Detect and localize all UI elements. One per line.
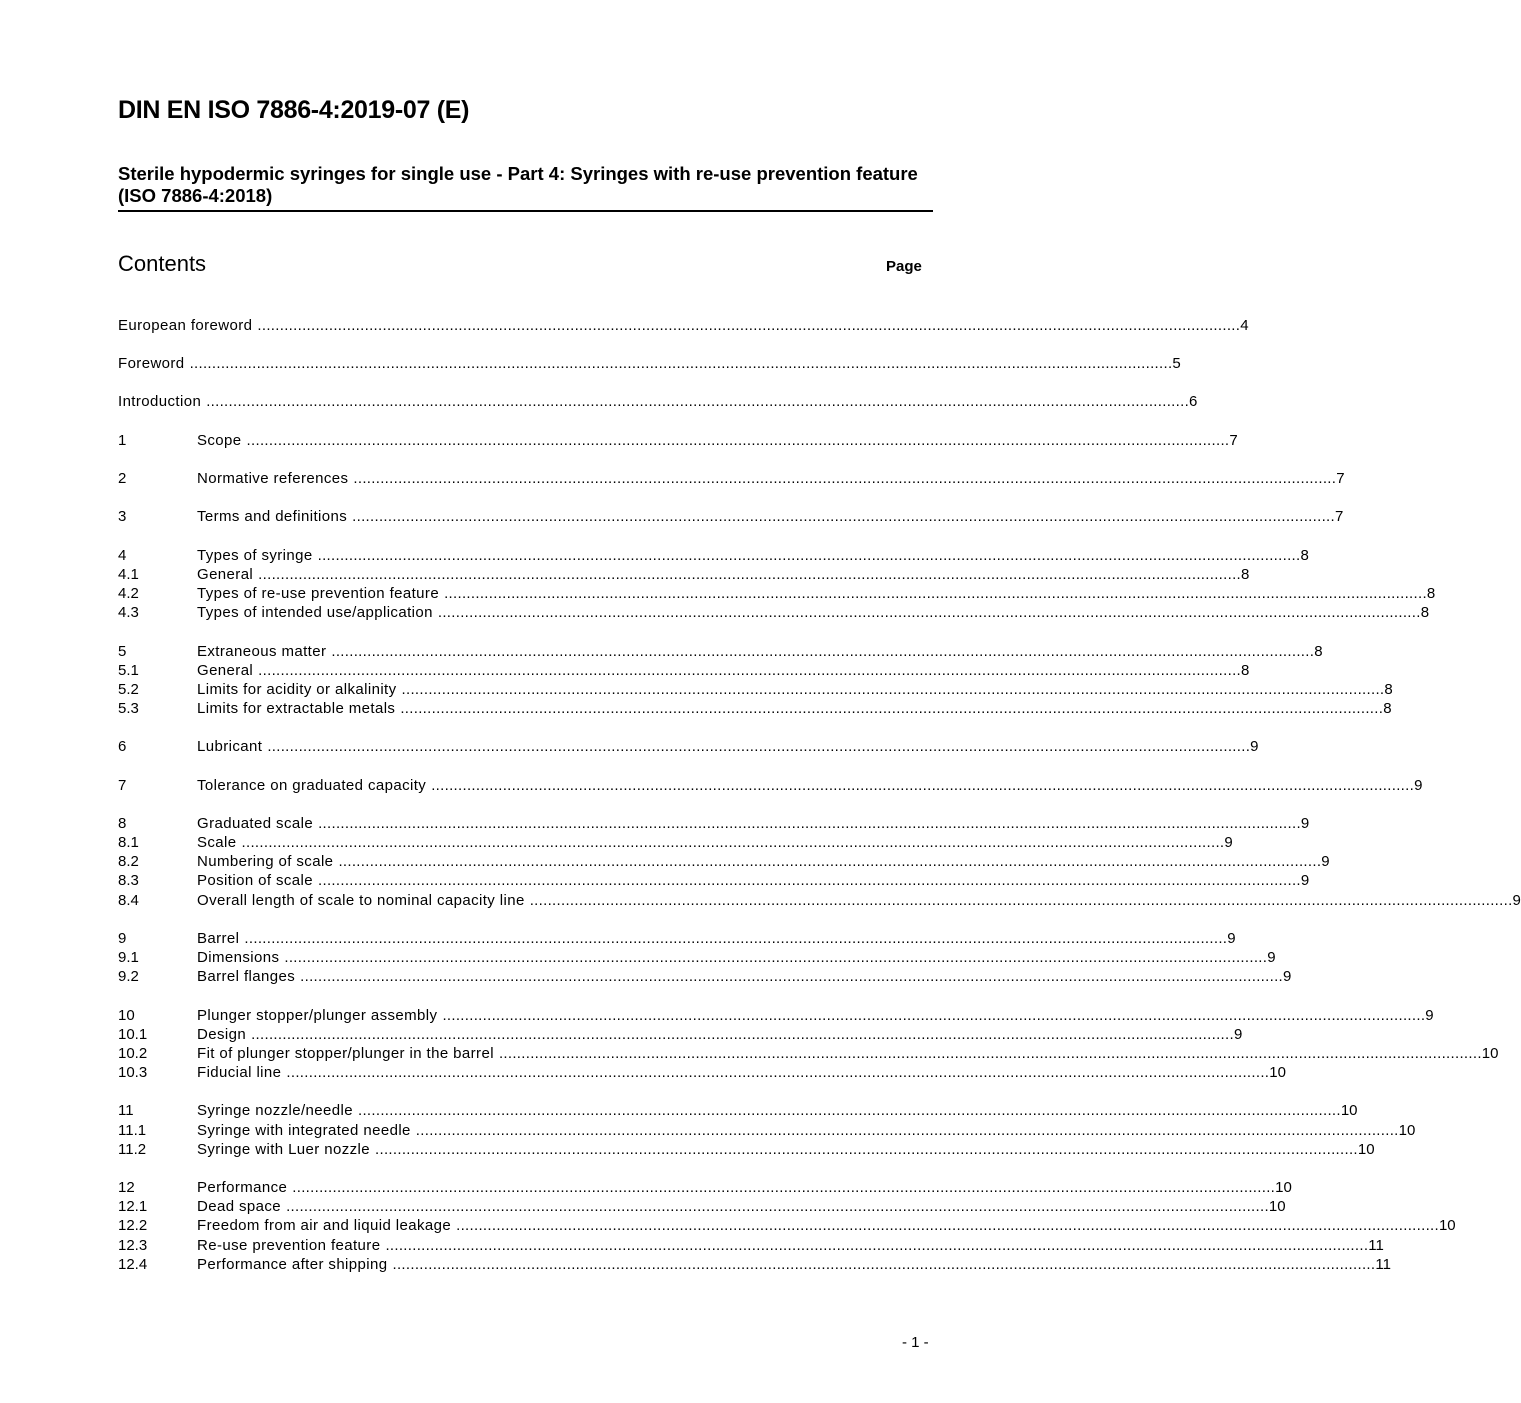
toc-entry[interactable] (118, 871, 1310, 890)
toc-dot-leader: ............................................................................................................................................................................................................................ (244, 930, 1228, 947)
toc-entry-line (197, 584, 1436, 603)
toc-entry[interactable] (118, 1197, 1286, 1216)
toc-entry-line (197, 469, 1345, 488)
toc-entry-line (197, 967, 1292, 986)
toc-entry-title: Limits for extractable metals (197, 700, 396, 717)
toc-entry[interactable] (118, 852, 1330, 871)
toc-dot-leader: ............................................................................................................................................................................................................................ (258, 566, 1242, 583)
toc-entry-number: 4.3 (118, 604, 139, 621)
toc-entry-number: 11 (118, 1102, 134, 1119)
toc-entry-page: 8 (1384, 681, 1393, 698)
toc-entry-page: 8 (1241, 566, 1250, 583)
toc-entry[interactable] (118, 565, 1250, 584)
toc-entry[interactable] (118, 929, 1236, 948)
toc-entry-title: Freedom from air and liquid leakage (197, 1217, 452, 1234)
toc-entry-number: 3 (118, 508, 127, 525)
toc-entry-title: Graduated scale (197, 815, 314, 832)
toc-entry-page: 10 (1275, 1179, 1292, 1196)
toc-entry[interactable] (118, 948, 1276, 967)
toc-entry-line (197, 661, 1250, 680)
toc-entry-line (197, 431, 1238, 450)
toc-entry-number: 2 (118, 470, 127, 487)
toc-dot-leader: ............................................................................................................................................................................................................................ (286, 1198, 1269, 1215)
toc-dot-leader: ............................................................................................................................................................................................................................ (400, 700, 1384, 717)
toc-entry[interactable] (118, 392, 1198, 411)
toc-entry-number: 8.2 (118, 853, 139, 870)
toc-entry-title: Design (197, 1026, 247, 1043)
toc-entry[interactable] (118, 699, 1392, 718)
toc-entry-number: 11.2 (118, 1141, 147, 1158)
toc-entry-line (197, 1044, 1499, 1063)
contents-heading: Contents (118, 251, 207, 276)
toc-entry-title: Plunger stopper/plunger assembly (197, 1007, 438, 1024)
toc-dot-leader: ............................................................................................................................................................................................................................ (353, 470, 1337, 487)
toc-entry-line (197, 1025, 1243, 1044)
page-number: - 1 - (902, 1334, 929, 1351)
toc-entry-line (197, 507, 1344, 526)
toc-entry-line (197, 1063, 1286, 1082)
toc-dot-leader: ............................................................................................................................................................................................................................ (529, 892, 1513, 909)
toc-entry-page: 11 (1368, 1237, 1384, 1254)
toc-entry-number: 4 (118, 547, 127, 564)
toc-entry-line (197, 1101, 1358, 1120)
toc-entry-number: 9.1 (118, 949, 139, 966)
toc-dot-leader: ............................................................................................................................................................................................................................ (241, 834, 1225, 851)
toc-entry-line (197, 776, 1423, 795)
toc-entry[interactable] (118, 1140, 1375, 1159)
toc-entry-line (197, 1121, 1416, 1140)
toc-entry-number: 1 (118, 432, 127, 449)
toc-entry-number: 5.3 (118, 700, 139, 717)
toc-entry-number: 8 (118, 815, 127, 832)
toc-entry-line (197, 814, 1310, 833)
toc-entry[interactable] (118, 737, 1259, 756)
toc-entry-page: 9 (1512, 892, 1521, 909)
toc-entry-title: Normative references (197, 470, 349, 487)
toc-entry-page: 9 (1227, 930, 1236, 947)
toc-entry-page: 10 (1269, 1064, 1286, 1081)
toc-entry[interactable] (118, 603, 1430, 622)
toc-dot-leader: ............................................................................................................................................................................................................................ (284, 949, 1268, 966)
toc-entry-title: Numbering of scale (197, 853, 334, 870)
toc-entry-number: 9 (118, 930, 127, 947)
toc-entry-title: Scale (197, 834, 237, 851)
toc-dot-leader: ............................................................................................................................................................................................................................ (331, 643, 1315, 660)
toc-dot-leader: ............................................................................................................................................................................................................................ (189, 355, 1173, 372)
toc-entry-line (197, 1178, 1292, 1197)
toc-entry-line (197, 1236, 1384, 1255)
toc-dot-leader: ............................................................................................................................................................................................................................ (415, 1122, 1399, 1139)
toc-dot-leader: ............................................................................................................................................................................................................................ (257, 317, 1241, 334)
toc-entry-page: 10 (1438, 1217, 1456, 1234)
toc-dot-leader: ............................................................................................................................................................................................................................ (385, 1237, 1369, 1254)
toc-entry-title: General (197, 566, 254, 583)
toc-entry-page: 10 (1398, 1122, 1416, 1139)
toc-entry[interactable] (118, 469, 1345, 488)
toc-dot-leader: ............................................................................................................................................................................................................................ (206, 393, 1190, 410)
toc-entry-number: 4.2 (118, 585, 139, 602)
toc-entry-number: 8.1 (118, 834, 139, 851)
toc-entry-number: 7 (118, 777, 127, 794)
toc-entry[interactable] (118, 967, 1292, 986)
toc-entry-page: 7 (1334, 508, 1344, 525)
toc-entry[interactable] (118, 1216, 1456, 1235)
toc-entry-page: 10 (1481, 1045, 1499, 1062)
toc-entry-page: 7 (1336, 470, 1345, 487)
toc-entry-title: Types of intended use/application (197, 604, 433, 621)
toc-entry-line (197, 1255, 1391, 1274)
toc-dot-leader: ............................................................................................................................................................................................................................ (375, 1141, 1358, 1158)
toc-dot-leader: ............................................................................................................................................................................................................................ (317, 547, 1301, 564)
toc-entry-title: Barrel (197, 930, 240, 947)
toc-entry-number: 10 (118, 1007, 135, 1024)
toc-entry-line (197, 1140, 1375, 1159)
toc-entry-number: 10.3 (118, 1064, 148, 1081)
toc-entry-page: 7 (1229, 432, 1238, 449)
toc-dot-leader: ............................................................................................................................................................................................................................ (392, 1256, 1376, 1273)
toc-entry-number: 6 (118, 738, 127, 755)
toc-entry-title: Position of scale (197, 872, 314, 889)
toc-entry-line (197, 603, 1430, 622)
toc-dot-leader: ............................................................................................................................................................................................................................ (300, 968, 1283, 985)
toc-entry[interactable] (118, 1044, 1499, 1063)
toc-entry-page: 9 (1250, 738, 1259, 755)
toc-entry-line (118, 392, 1198, 411)
toc-dot-leader: ............................................................................................................................................................................................................................ (358, 1102, 1341, 1119)
toc-entry-title: Scope (197, 432, 242, 449)
toc-entry[interactable] (118, 1063, 1286, 1082)
toc-entry-title: Fiducial line (197, 1064, 282, 1081)
toc-dot-leader: ............................................................................................................................................................................................................................ (318, 872, 1301, 889)
toc-entry-number: 12.4 (118, 1256, 148, 1273)
toc-entry[interactable] (118, 1255, 1391, 1274)
toc-entry-line (197, 1216, 1456, 1235)
toc-entry-number: 10.2 (118, 1045, 148, 1062)
toc-entry[interactable] (118, 680, 1393, 699)
toc-entry-line (197, 680, 1393, 699)
toc-entry-number: 12.2 (118, 1217, 148, 1234)
toc-entry-page: 9 (1267, 949, 1276, 966)
toc-entry[interactable] (118, 661, 1250, 680)
toc-entry-line (197, 565, 1250, 584)
toc-entry[interactable] (118, 776, 1423, 795)
toc-dot-leader: ............................................................................................................................................................................................................................ (258, 662, 1242, 679)
toc-dot-leader: ............................................................................................................................................................................................................................ (251, 1026, 1234, 1043)
toc-entry-title: Terms and definitions (197, 508, 348, 525)
toc-dot-leader: ............................................................................................................................................................................................................................ (401, 681, 1385, 698)
toc-entry-page: 6 (1189, 393, 1198, 410)
toc-dot-leader: ............................................................................................................................................................................................................................ (286, 1064, 1270, 1081)
toc-entry-number: 8.4 (118, 892, 139, 909)
toc-dot-leader: ............................................................................................................................................................................................................................ (431, 777, 1415, 794)
toc-entry[interactable] (118, 642, 1323, 661)
toc-dot-leader: ............................................................................................................................................................................................................................ (456, 1217, 1439, 1234)
toc-entry-line (197, 929, 1236, 948)
toc-entry[interactable] (118, 1236, 1384, 1255)
toc-entry[interactable] (118, 1101, 1358, 1120)
toc-entry-number: 12 (118, 1179, 135, 1196)
toc-entry-title: Performance after shipping (197, 1256, 388, 1273)
toc-entry-title: Foreword (118, 355, 185, 372)
toc-dot-leader: ............................................................................................................................................................................................................................ (444, 585, 1427, 602)
toc-entry[interactable] (118, 507, 1344, 526)
toc-entry-number: 8.3 (118, 872, 139, 889)
toc-entry-page: 4 (1240, 317, 1249, 334)
toc-entry[interactable] (118, 1025, 1243, 1044)
toc-dot-leader: ............................................................................................................................................................................................................................ (246, 432, 1230, 449)
toc-entry-title: Dimensions (197, 949, 280, 966)
toc-entry-number: 9.2 (118, 968, 139, 985)
toc-entry-line (197, 1006, 1434, 1025)
toc-entry-page: 9 (1300, 872, 1310, 889)
toc-entry-page: 8 (1420, 604, 1430, 621)
toc-entry[interactable] (118, 1006, 1434, 1025)
toc-entry-title: Types of syringe (197, 547, 313, 564)
toc-entry-title: Extraneous matter (197, 643, 327, 660)
toc-entry-page: 9 (1321, 853, 1330, 870)
toc-entry[interactable] (118, 584, 1436, 603)
toc-entry-title: Types of re-use prevention feature (197, 585, 440, 602)
toc-entry-title: Tolerance on graduated capacity (197, 777, 427, 794)
toc-entry-title: European foreword (118, 317, 253, 334)
toc-entry-title: Overall length of scale to nominal capacity line (197, 892, 525, 909)
toc-entry-title: General (197, 662, 254, 679)
toc-entry[interactable] (118, 316, 1249, 335)
document-subtitle: Sterile hypodermic syringes for single use - Part 4: Syringes with re-use prevention feature (ISO 7886-4:2018) (118, 163, 918, 206)
toc-entry-number: 12.3 (118, 1237, 148, 1254)
toc-entry-number: 5.2 (118, 681, 139, 698)
toc-entry-title: Limits for acidity or alkalinity (197, 681, 397, 698)
toc-entry-page: 9 (1283, 968, 1292, 985)
toc-entry-line (197, 833, 1233, 852)
toc-entry-title: Dead space (197, 1198, 282, 1215)
toc-entry-line (118, 354, 1181, 373)
toc-entry-number: 11.1 (118, 1122, 147, 1139)
toc-entry-line (197, 891, 1521, 910)
toc-entry-title: Introduction (118, 393, 202, 410)
toc-dot-leader: ............................................................................................................................................................................................................................ (442, 1007, 1426, 1024)
toc-entry-page: 10 (1340, 1102, 1358, 1119)
toc-entry-number: 5.1 (118, 662, 139, 679)
toc-entry-page: 11 (1375, 1256, 1391, 1273)
toc-entry-page: 9 (1233, 1026, 1243, 1043)
title-divider (118, 210, 933, 212)
toc-entry-title: Syringe with Luer nozzle (197, 1141, 371, 1158)
toc-entry-page: 9 (1300, 815, 1310, 832)
toc-entry-line (197, 871, 1310, 890)
toc-entry-line (197, 1197, 1286, 1216)
toc-entry-line (197, 546, 1309, 565)
toc-entry-page: 9 (1224, 834, 1233, 851)
toc-entry-number: 12.1 (118, 1198, 148, 1215)
toc-entry-number: 10.1 (118, 1026, 148, 1043)
toc-entry-page: 8 (1314, 643, 1323, 660)
toc-entry-line (197, 642, 1323, 661)
toc-entry-title: Re-use prevention feature (197, 1237, 381, 1254)
toc-entry[interactable] (118, 431, 1238, 450)
toc-entry-page: 8 (1241, 662, 1250, 679)
toc-dot-leader: ............................................................................................................................................................................................................................ (338, 853, 1322, 870)
toc-entry-title: Lubricant (197, 738, 263, 755)
toc-entry-number: 4.1 (118, 566, 139, 583)
toc-entry[interactable] (118, 546, 1309, 565)
toc-entry-title: Fit of plunger stopper/plunger in the barrel (197, 1045, 494, 1062)
toc-entry-page: 10 (1268, 1198, 1286, 1215)
toc-entry[interactable] (118, 891, 1521, 910)
toc-entry[interactable] (118, 833, 1233, 852)
toc-entry-line (197, 737, 1259, 756)
toc-entry-page: 5 (1172, 355, 1181, 372)
toc-entry-page: 10 (1357, 1141, 1375, 1158)
toc-entry-line (197, 948, 1276, 967)
toc-dot-leader: ............................................................................................................................................................................................................................ (267, 738, 1251, 755)
toc-entry-page: 9 (1425, 1007, 1434, 1024)
toc-dot-leader: ............................................................................................................................................................................................................................ (437, 604, 1421, 621)
toc-entry-page: 8 (1300, 547, 1309, 564)
toc-entry[interactable] (118, 1121, 1416, 1140)
toc-entry-number: 5 (118, 643, 127, 660)
toc-entry-page: 8 (1383, 700, 1392, 717)
toc-entry-title: Barrel flanges (197, 968, 296, 985)
page-column-label: Page (886, 258, 922, 275)
toc-entry[interactable] (118, 354, 1181, 373)
toc-entry-title: Syringe with integrated needle (197, 1122, 411, 1139)
toc-entry-title: Syringe nozzle/needle (197, 1102, 353, 1119)
toc-entry-line (197, 699, 1392, 718)
toc-entry[interactable] (118, 814, 1310, 833)
toc-dot-leader: ............................................................................................................................................................................................................................ (352, 508, 1335, 525)
toc-dot-leader: ............................................................................................................................................................................................................................ (292, 1179, 1276, 1196)
toc-entry-page: 9 (1414, 777, 1423, 794)
toc-entry-line (118, 316, 1249, 335)
toc-dot-leader: ............................................................................................................................................................................................................................ (318, 815, 1301, 832)
toc-entry-page: 8 (1426, 585, 1436, 602)
toc-entry-line (197, 852, 1330, 871)
document-title: DIN EN ISO 7886-4:2019-07 (E) (118, 96, 470, 124)
toc-dot-leader: ............................................................................................................................................................................................................................ (498, 1045, 1482, 1062)
toc-entry-title: Performance (197, 1179, 288, 1196)
toc-entry[interactable] (118, 1178, 1292, 1197)
